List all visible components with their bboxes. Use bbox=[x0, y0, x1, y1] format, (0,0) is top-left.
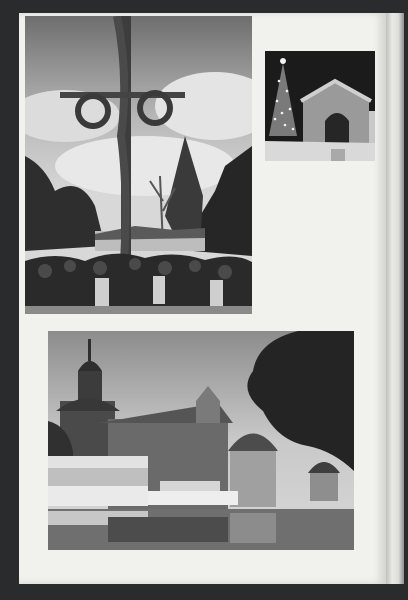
photo-vadstena-steamboats bbox=[48, 331, 354, 550]
book-spine bbox=[386, 13, 404, 584]
christmas-image bbox=[265, 51, 375, 161]
vadstena-image bbox=[48, 331, 354, 550]
photo-midsummer-maypole bbox=[25, 16, 252, 314]
photo-christmas-rattvik bbox=[265, 51, 375, 161]
maypole-image bbox=[25, 16, 252, 314]
